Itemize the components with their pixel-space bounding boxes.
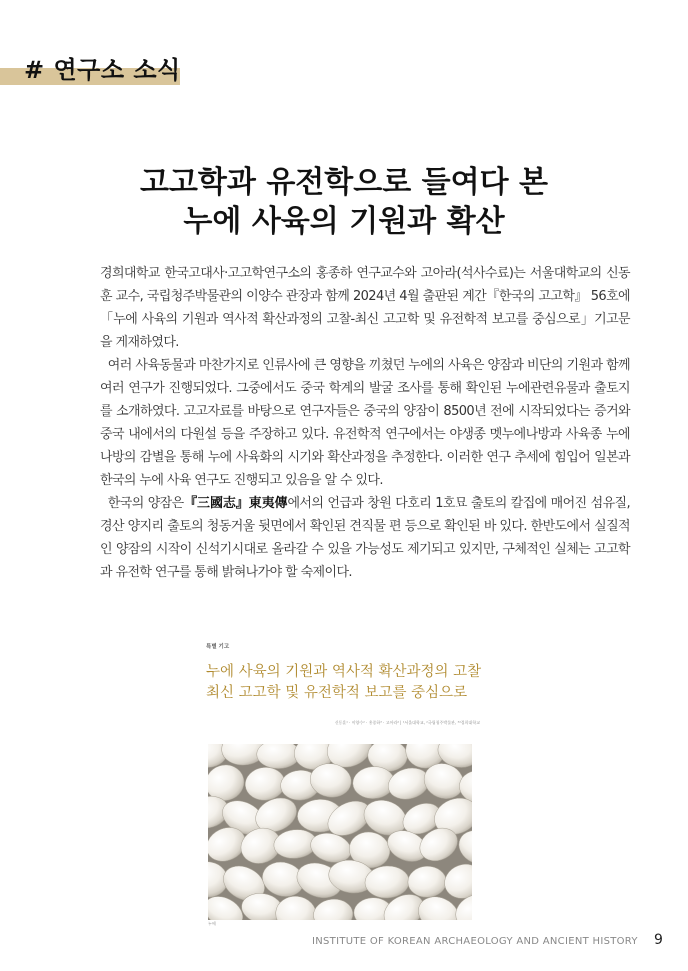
- paragraph-3: [100, 492, 630, 584]
- paragraph-3-citation: 『三國志』東夷傳: [183, 496, 288, 511]
- article-title-line-2: 누에 사육의 기원과 확산: [183, 204, 505, 239]
- figure-section-label: 특별 기고: [206, 644, 230, 650]
- page-number: 9: [654, 932, 663, 948]
- section-tag: [0, 46, 180, 90]
- figure-title: [206, 662, 490, 704]
- figure-caption: 누에: [208, 921, 216, 926]
- paragraph-1: 경희대학교 한국고대사·고고학연구소의 홍종하 연구교수와 고아라(석사수료)는 서울대학교의 신동훈 교수, 국립청주박물관의 이양수 관장과 함께 2024년 4월 출판된 계간『한국의 고고학』 56호에「누에 사육의 기원과 역사적 확산과정의 고찰-최신 고고학 및 유전학적 보고를 중심으로」기고문을 게재하였다.: [100, 266, 630, 350]
- footer-institute: INSTITUTE OF KOREAN ARCHAEOLOGY AND ANCIENT HISTORY: [312, 936, 638, 947]
- paragraph-3-rest: 에서의 언급과 창원 다호리 1호묘 출토의 칼집에 매어진 섬유질, 경산 양지리 출토의 청동거울 뒷면에서 확인된 견직물 편 등으로 확인된 바 있다. 한반도에서 실질적인 양잠의 시작이 신석기시대로 올라갈 수 있을 가능성도 제기되고 있지만, 구체적인 실체는 고고학과 유전학 연구를 통해 밝혀나가야 할 숙제이다.: [100, 496, 631, 580]
- article-body: [100, 262, 630, 584]
- figure-title-line-1: 누에 사육의 기원과 역사적 확산과정의 고찰: [206, 664, 482, 680]
- paragraph-3-intro: 한국의 양잠은: [107, 496, 184, 511]
- cocoon-photo: [208, 744, 472, 920]
- section-tag-label: # 연구소 소식: [24, 56, 181, 84]
- article-title: [0, 163, 688, 241]
- paragraph-2: 여러 사육동물과 마찬가지로 인류사에 큰 영향을 끼쳤던 누에의 사육은 양잠과 비단의 기원과 함께 여러 연구가 진행되었다. 그중에서도 중국 학계의 발굴 조사를 통해 확인된 누에관련유물과 출토지를 소개하였다. 고고자료를 바탕으로 연구자들은 중국의 양잠이 8500년 전에 시작되었다는 증거와 중국 내에서의 다원설 등을 주장하고 있다. 유전학적 연구에서는 야생종 멧누에나방과 사육종 누에나방의 감별을 통해 누에 사육화의 시기와 확산과정을 추정한다. 이러한 연구 추세에 힘입어 일본과 한국의 누에 사육 연구도 진행되고 있음을 알 수 있다.: [100, 358, 630, 488]
- article-title-line-1: 고고학과 유전학으로 들여다 본: [139, 165, 549, 200]
- article-figure: [200, 634, 490, 930]
- figure-title-line-2: 최신 고고학 및 유전학적 보고를 중심으로: [206, 685, 468, 701]
- figure-authors: 신동훈¹ · 이양수² · 홍종하³ · 고아라⁴ | ¹서울대학교, ²국립청주박물관, ³⁴경희대학교: [334, 720, 480, 725]
